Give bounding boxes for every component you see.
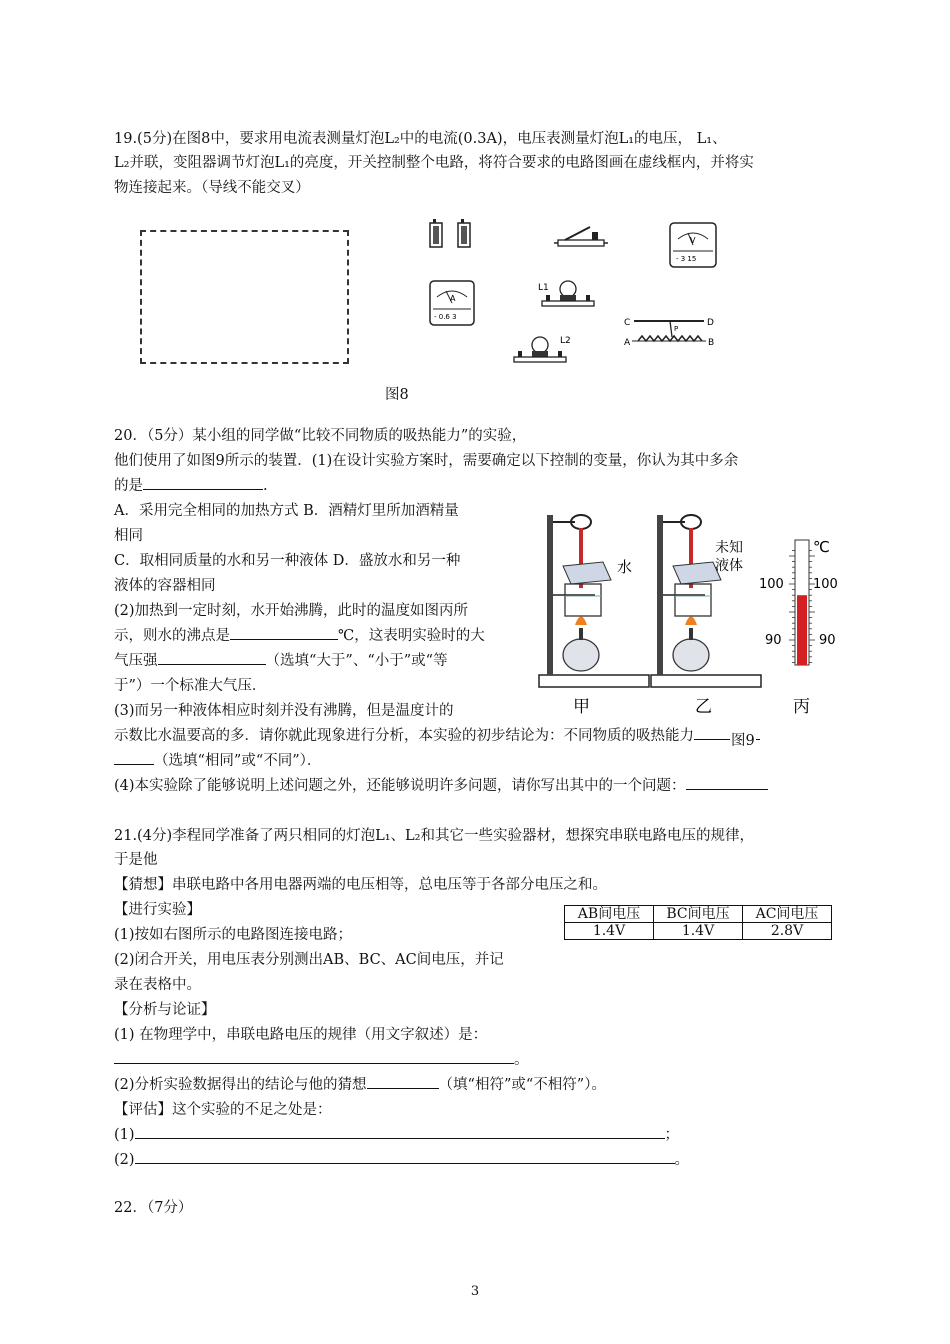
table-header-ac: AC间电压 [743,906,832,923]
q20-line2: 他们使用了如图9所示的装置．(1)在设计实验方案时，需要确定以下控制的变量，你认为其中多余 [114,453,739,469]
thermometer-bing [759,538,838,665]
rheostat-icon[interactable] [624,318,714,348]
q20-line1: 20．（5分）某小组的同学做“比较不同物质的吸热能力”的实验， [114,428,527,444]
q20-part4: (4)本实验除了能够说明上述问题之外，还能够说明许多问题，请你写出其中的一个问题： [114,775,768,797]
svg-text:水: 水 [617,558,633,576]
svg-text:100: 100 [759,577,784,592]
q20-line3: 的是 . [114,475,268,497]
svg-text:- 0.6 3: - 0.6 3 [434,313,457,321]
table-header-bc: BC间电压 [654,906,743,923]
svg-text:未知: 未知 [715,540,743,556]
svg-text:P: P [674,325,679,333]
stand-yi [651,515,761,687]
label-jia: 甲 [573,697,590,717]
table-header-row [565,906,832,923]
q21-eval2: (2) 。 [114,1149,689,1171]
q21-analysis1: (1) 在物理学中，串联电路电压的规律（用文字叙述）是： [114,1027,488,1043]
ammeter-icon[interactable] [430,281,474,325]
q21-guess: 【猜想】串联电路中各用电器两端的电压相等，总电压等于各部分电压之和。 [114,877,607,893]
q20-part2-line3: 气压强 （选填“大于”、“小于”或“等 [114,650,448,672]
q21-line1: 21.(4分)李程同学准备了两只相同的灯泡L₁、L₂和其它一些实验器材，想探究串联电路电压的规律， [114,828,754,844]
table-header-ab: AB间电压 [565,906,654,923]
answer-blank-q20-4[interactable] [686,775,768,790]
q21-exp2: (2)闭合开关，用电压表分别测出AB、BC、AC间电压，并记 [114,952,504,968]
svg-text:C: C [624,318,631,328]
lamp-l2-icon[interactable] [514,336,571,362]
answer-blank-rule[interactable] [114,1049,514,1064]
q21-analysis-head: 【分析与论证】 [114,1002,216,1018]
page-number: 3 [470,1284,480,1299]
q21-eval-head: 【评估】这个实验的不足之处是： [114,1102,332,1118]
answer-blank-pressure[interactable] [158,650,266,665]
circuit-drawing-box[interactable] [140,230,349,364]
lamp-l1-icon[interactable] [538,281,594,306]
q21-exp1: (1)按如右图所示的电路图连接电路； [114,927,353,943]
q19-line1: 19.(5分)在图8中，要求用电流表测量灯泡L₂中的电流(0.3A)，电压表测量灯泡L₁的电压， L₁、 [114,131,727,147]
svg-text:90: 90 [819,633,836,648]
switch-icon[interactable] [554,227,608,246]
svg-text:90: 90 [765,633,782,648]
svg-text:L2: L2 [560,336,571,346]
q22-line1: 22．（7分） [114,1200,193,1216]
table-cell-ab: 1.4V [565,923,654,940]
svg-text:A: A [624,338,631,348]
q20-option-a-cont: 相同 [114,528,143,544]
svg-text:℃: ℃ [813,538,830,556]
answer-blank-boiling-point[interactable] [230,625,338,640]
svg-text:100: 100 [813,577,838,592]
q20-part3-line2: 示数比水温要高的多．请你就此现象进行分析，本实验的初步结论为：不同物质的吸热能力 [114,725,760,747]
label-yi: 乙 [695,697,712,717]
svg-text:D: D [707,318,714,328]
q20-part2-line2: 示，则水的沸点是 ℃，这表明实验时的大 [114,625,485,647]
q21-exp-head: 【进行实验】 [114,902,201,918]
svg-text:液体: 液体 [715,558,743,574]
svg-text:A: A [450,294,456,303]
figure9-apparatus [535,500,845,720]
label-bing: 丙 [793,697,810,717]
voltmeter-icon[interactable] [670,223,716,267]
answer-blank-q20-1[interactable] [143,475,263,490]
answer-blank-match[interactable] [367,1074,439,1089]
table-cell-bc: 1.4V [654,923,743,940]
q20-part2-line4: 于”）一个标准大气压． [114,678,267,694]
q20-option-a: A．采用完全相同的加热方式 B．酒精灯里所加酒精量 [114,503,459,519]
q21-analysis2: (2)分析实验数据得出的结论与他的猜想 （填“相符”或“不相符”）。 [114,1074,606,1096]
q21-analysis1-answer: 。 [114,1049,529,1071]
q21-eval1: (1) ； [114,1124,679,1146]
stand-jia [539,515,649,687]
q19-line2: L₂并联，变阻器调节灯泡L₁的亮度，开关控制整个电路，将符合要求的电路图画在虚线框内，并将实 [114,155,754,171]
q20-part2-line1: (2)加热到一定时刻，水开始沸腾，此时的温度如图丙所 [114,603,469,619]
q19-line3: 物连接起来。（导线不能交叉） [114,180,310,196]
svg-text:V: V [690,236,696,245]
q21-line2: 于是他 [114,852,158,868]
q20-part3-line3: （选填“相同”或“不同”）． [114,750,321,772]
q20-option-c: C．取相同质量的水和另一种液体 D．盛放水和另一种 [114,553,461,569]
voltage-table [564,905,832,940]
answer-blank-eval2[interactable] [135,1149,675,1164]
svg-text:- 3 15: - 3 15 [676,255,697,263]
q20-option-c-cont: 液体的容器相同 [114,578,216,594]
answer-blank-eval1[interactable] [135,1124,665,1139]
battery-icon[interactable] [430,219,470,247]
table-row [565,923,832,940]
svg-text:B: B [708,338,715,348]
table-cell-ac: 2.8V [743,923,832,940]
figure9-caption: 图9 [730,729,756,750]
q21-exp3: 录在表格中。 [114,977,201,993]
q20-part3-line1: (3)而另一种液体相应时刻并没有沸腾，但是温度计的 [114,703,454,719]
figure8-caption: 图8 [385,387,409,403]
figure8-components [420,215,760,375]
svg-text:L1: L1 [538,283,549,293]
